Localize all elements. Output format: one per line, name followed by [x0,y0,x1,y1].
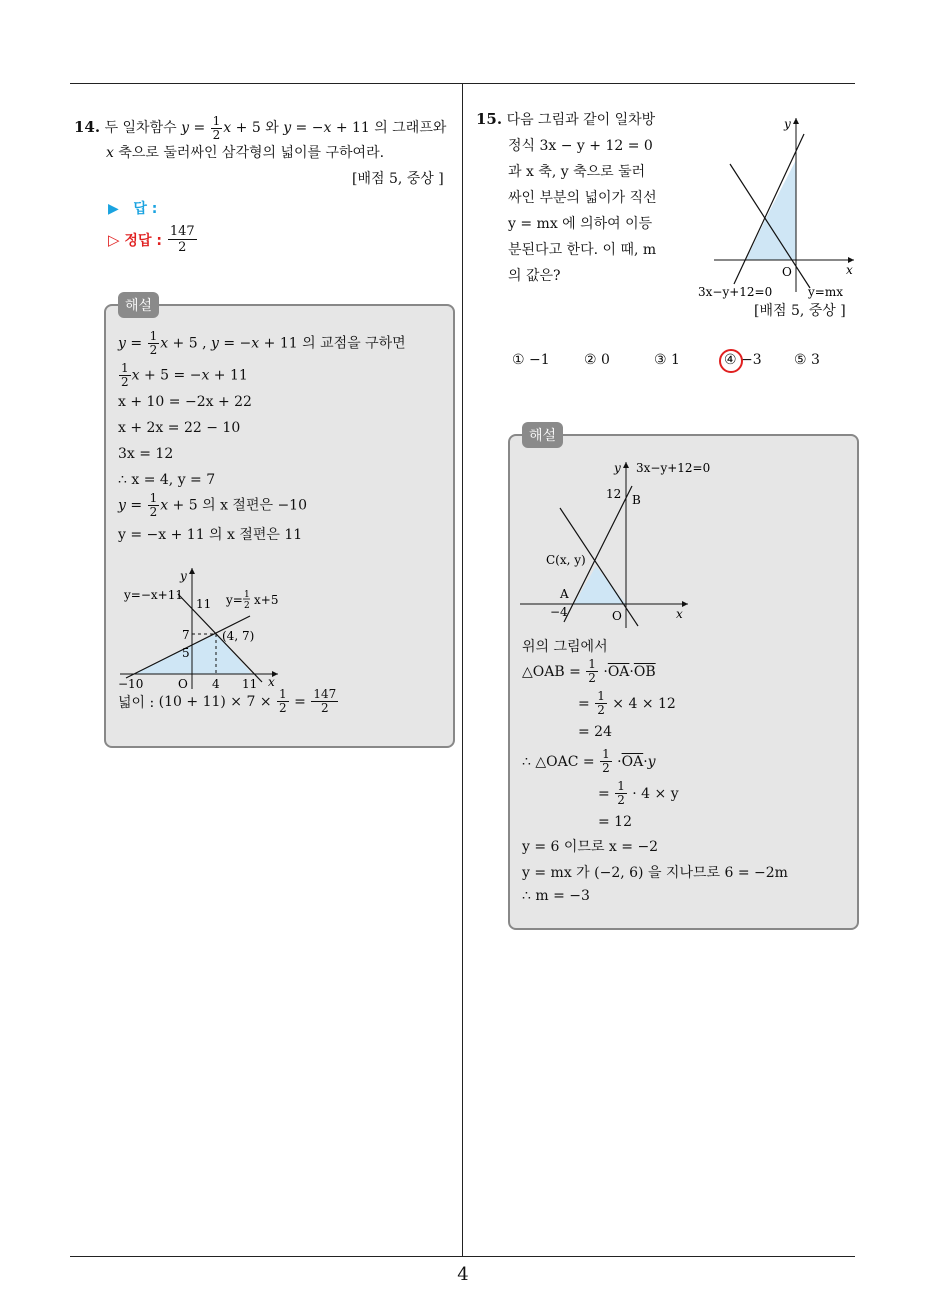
shaded-region [746,160,796,260]
svg-text:11: 11 [196,597,212,611]
page-number: 4 [457,1264,469,1285]
svg-text:3x−y+12=0: 3x−y+12=0 [698,285,773,299]
svg-text:A: A [560,587,569,601]
q15-solution-box: y 3x−y+12=0 12 B C(x, y) A −4 O x 위의 그림에서 △OAB = $\frac{1}{2}$ · $\overline{OA}$ · $\overline{OB}$ = $\frac{1}{2}$ × 4 × 12 = 24 ∴ △OAC = $\frac{1}{2}$ · $\overline{OA}$ · y = $\frac{1}{2}$ · 4 × y = 12 y = 6 이므로 x = −2 y = mx 가 (−2, 6) 을 지나므로 6 = −2m ∴ m = −3 [508,434,859,930]
q15-points: [배점 5, 중상 ] [754,303,846,319]
q15-text: 15. 다음 그림과 같이 일차방 정식 3x − y + 12 = 0 과 x 축, y 축으로 둘러 싸인 부분의 넓이가 직선 y = mx 에 의하여 이등 분된다고 한다. 이 때, m 의 값은? [476,110,657,284]
q15-problem-graph [694,112,864,302]
svg-text:1: 1 [244,590,250,600]
svg-text:y=mx: y=mx [808,285,843,299]
shaded-triangle [574,566,626,604]
column-divider [462,84,463,1257]
svg-text:B: B [632,493,641,507]
svg-text:x: x [846,263,853,277]
svg-text:y: y [784,117,791,131]
svg-text:5: 5 [182,646,190,660]
svg-text:x: x [676,607,683,621]
q14-points: [배점 5, 중상 ] [352,171,444,187]
choice-1[interactable]: ① −1 [512,352,550,368]
play-icon: ▶ [108,201,119,217]
choice-3[interactable]: ③ 1 [654,352,680,368]
q15-solution-tag: 해설 [522,422,563,448]
q14-number: 14. [74,118,101,136]
svg-text:11: 11 [242,677,258,691]
q14-correct-row: ▷ 정답 : $\frac{147}{2}$ [108,224,195,255]
svg-text:x: x [268,675,275,689]
svg-text:O: O [612,609,622,623]
svg-text:7: 7 [182,628,190,642]
svg-text:O: O [178,677,188,691]
svg-text:C(x, y): C(x, y) [546,553,586,567]
svg-text:x+5: x+5 [254,593,279,607]
svg-text:O: O [782,265,792,279]
q14-solution-box: y = $\frac{1}{2}$ x + 5 , y = −x + 11 의 교점을 구하면 $\frac{1}{2}$ x + 5 = −x + 11 x + 10 = −2x + 22 x + 2x = 22 − 10 3x = 12 ∴ x = 4, y = 7 y = $\frac{1}{2}$ x + 5 의 x 절편은 −10 y = −x + 11 의 x 절편은 11 y x y=−x+11 y= 1 2 x+5 11 7 5 (4, 7) −10 O 4 11 넓이 : (10 + 11) × 7 × $\frac{1}{2}$ = $\frac{147}{2}$ [104,304,455,748]
q15-solution-graph [520,458,711,628]
q14-solution-tag: 해설 [118,292,159,318]
q14-solution-graph [118,564,298,694]
choice-2[interactable]: ② 0 [584,352,610,368]
svg-text:y=: y= [226,593,243,607]
svg-text:y=−x+11: y=−x+11 [124,588,183,602]
svg-text:y: y [614,461,621,475]
selected-circle-icon [719,349,743,373]
q14-answer-row: ▶ 답 : [108,201,158,217]
svg-text:−10: −10 [118,677,144,691]
q14-text-line2: x 축으로 둘러싸인 삼각형의 넓이를 구하여라. [106,145,385,161]
svg-text:3x−y+12=0: 3x−y+12=0 [636,461,711,475]
choice-5[interactable]: ⑤ 3 [794,352,820,368]
q14-text-line1: 14. 두 일차함수 y = $\frac{1}{2}$ x + 5 와 y = −x + 11 의 그래프와 [74,113,447,142]
svg-text:y: y [180,569,187,583]
triangle-outline-icon: ▷ [108,230,120,249]
svg-text:−4: −4 [550,605,568,619]
svg-text:(4, 7): (4, 7) [222,629,255,643]
svg-text:12: 12 [606,487,622,501]
svg-text:4: 4 [212,677,220,691]
svg-text:2: 2 [244,601,250,611]
choice-4-selected[interactable]: ④ −3 [724,352,762,368]
